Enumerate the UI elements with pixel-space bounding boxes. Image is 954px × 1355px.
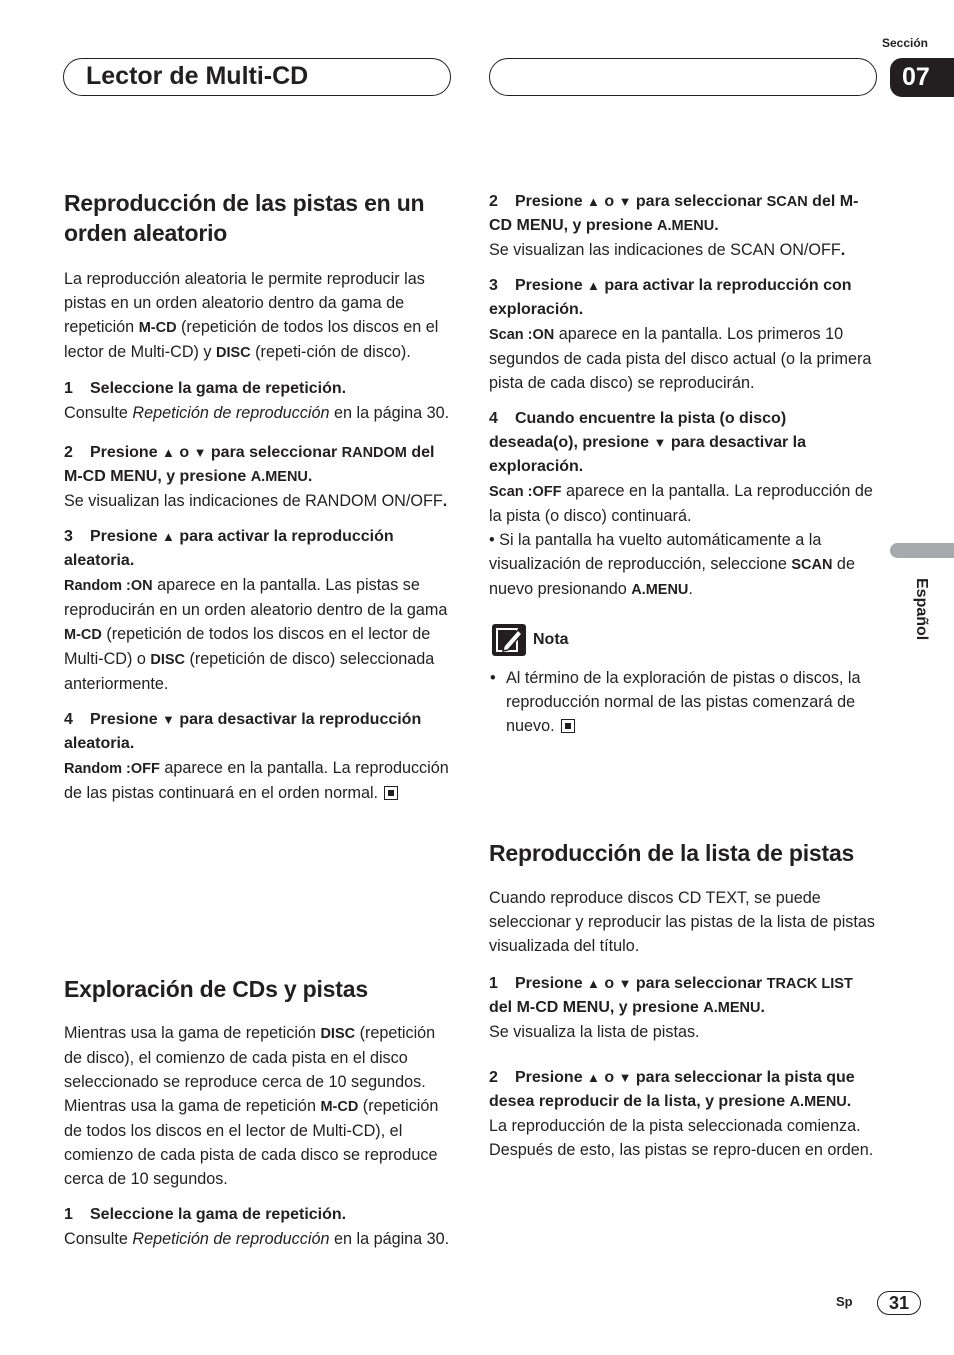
tracklist-heading: Reproducción de la lista de pistas xyxy=(489,840,855,866)
scan-step-1: 1 Seleccione la gama de repetición. xyxy=(64,1206,347,1223)
down-arrow-icon: ▼ xyxy=(618,1070,632,1085)
up-arrow-icon: ▲ xyxy=(162,445,175,460)
down-arrow-icon: ▼ xyxy=(653,435,667,450)
section-label: Sección xyxy=(881,36,928,50)
random-step-2-body: Se visualizan las indicaciones de RANDOM ON/OFF. xyxy=(64,492,448,510)
random-step-4-body: Random :OFF aparece en la pantalla. La reproducción de las pistas continuará en el orden normal. xyxy=(64,759,449,802)
end-mark-icon xyxy=(384,786,398,800)
end-mark-icon xyxy=(561,719,575,733)
right-column xyxy=(489,190,877,738)
random-step-3: 3 Presione ▲ para activar la reproducción aleatoria. xyxy=(64,528,394,569)
right-column-tracklist xyxy=(489,838,877,1162)
random-step-3-body: Random :ON aparece en la pantalla. Las pistas se reproducirán en un orden aleatorio dentro de la gama M-CD (repetición de todos los discos en el lector de Multi-CD) o DISC (repetición de disco) seleccionada anteriormente. xyxy=(64,576,448,693)
header-blank-frame xyxy=(489,58,877,96)
footer-language-code: Sp xyxy=(836,1294,853,1309)
left-column xyxy=(64,188,452,805)
scan-step-3: 3 Presione ▲ para activar la reproducción con exploración. xyxy=(489,277,852,318)
up-arrow-icon: ▲ xyxy=(587,976,600,991)
up-arrow-icon: ▲ xyxy=(587,278,600,293)
note-label: Nota xyxy=(533,631,569,648)
scan-step-2: 2 Presione ▲ o ▼ para seleccionar SCAN del M-CD MENU, y presione A.MENU. xyxy=(489,193,859,234)
tracklist-step-1-body: Se visualiza la lista de pistas. xyxy=(489,1023,700,1041)
note-block xyxy=(489,624,877,664)
up-arrow-icon: ▲ xyxy=(587,1070,600,1085)
left-column-scan xyxy=(64,974,452,1251)
random-step-2: 2 Presione ▲ o ▼ para seleccionar RANDOM del M-CD MENU, y presione A.MENU. xyxy=(64,444,435,485)
list-item: • Al término de la exploración de pistas o discos, la reproducción normal de las pistas comenzará de nuevo. xyxy=(489,666,877,738)
language-tab-bar xyxy=(890,543,954,558)
scan-step-2-body: Se visualizan las indicaciones de SCAN ON/OFF. xyxy=(489,241,846,259)
scan-step-4-body: Scan :OFF aparece en la pantalla. La reproducción de la pista (o disco) continuará. xyxy=(489,482,873,525)
tracklist-step-1: 1 Presione ▲ o ▼ para seleccionar TRACK LIST del M-CD MENU, y presione A.MENU. xyxy=(489,975,853,1016)
scan-heading: Exploración de CDs y pistas xyxy=(64,976,368,1002)
note-pencil-icon xyxy=(492,624,526,656)
scan-step-4-tip: • Si la pantalla ha vuelto automáticamente a la visualización de reproducción, seleccione SCAN de nuevo presionando A.MENU. xyxy=(489,531,855,598)
down-arrow-icon: ▼ xyxy=(618,194,632,209)
scan-step-1-body: Consulte Repetición de reproducción en la página 30. xyxy=(64,1230,450,1248)
down-arrow-icon: ▼ xyxy=(162,712,175,727)
up-arrow-icon: ▲ xyxy=(587,194,600,209)
random-step-4: 4 Presione ▼ para desactivar la reproducción aleatoria. xyxy=(64,711,422,752)
random-step-1: 1 Seleccione la gama de repetición. xyxy=(64,380,347,397)
tracklist-step-2-body: La reproducción de la pista seleccionada comienza. Después de esto, las pistas se repro-ducen en orden. xyxy=(489,1117,874,1159)
scan-step-3-body: Scan :ON aparece en la pantalla. Los primeros 10 segundos de cada pista del disco actual (o la primera pista de cada disco) se reproducirán. xyxy=(489,325,872,392)
random-intro: La reproducción aleatoria le permite reproducir las pistas en un orden aleatorio dentro da gama de repetición M-CD (repetición de todos los discos en el lector de Multi-CD) y DISC (repeti-ción de disco). xyxy=(64,270,439,361)
tracklist-intro: Cuando reproduce discos CD TEXT, se puede seleccionar y reproducir las pistas de la lista de pistas visualizada del título. xyxy=(489,889,875,955)
note-list xyxy=(489,666,877,738)
language-tab-label: Español xyxy=(913,578,930,641)
tracklist-step-2: 2 Presione ▲ o ▼ para seleccionar la pista que desea reproducir de la lista, y presione A.MENU. xyxy=(489,1069,855,1110)
scan-intro: Mientras usa la gama de repetición DISC (repetición de disco), el comienzo de cada pista en el disco seleccionado se reproduce cerca de 10 segundos. Mientras usa la gama de repetición M-CD (repetición de todos los discos en el lector de Multi-CD), el comienzo de cada pista de cada disco se reproduce cerca de 10 segundos. xyxy=(64,1024,439,1188)
page-number: 31 xyxy=(877,1291,921,1315)
section-number-tab: 07 xyxy=(890,58,954,97)
up-arrow-icon: ▲ xyxy=(162,529,175,544)
page-title: Lector de Multi-CD xyxy=(86,62,309,90)
random-heading: Reproducción de las pistas en un orden aleatorio xyxy=(64,190,425,246)
down-arrow-icon: ▼ xyxy=(193,445,207,460)
scan-step-4: 4 Cuando encuentre la pista (o disco) deseada(o), presione ▼ para desactivar la exploración. xyxy=(489,410,807,475)
random-step-1-body: Consulte Repetición de reproducción en la página 30. xyxy=(64,404,450,422)
down-arrow-icon: ▼ xyxy=(618,976,632,991)
